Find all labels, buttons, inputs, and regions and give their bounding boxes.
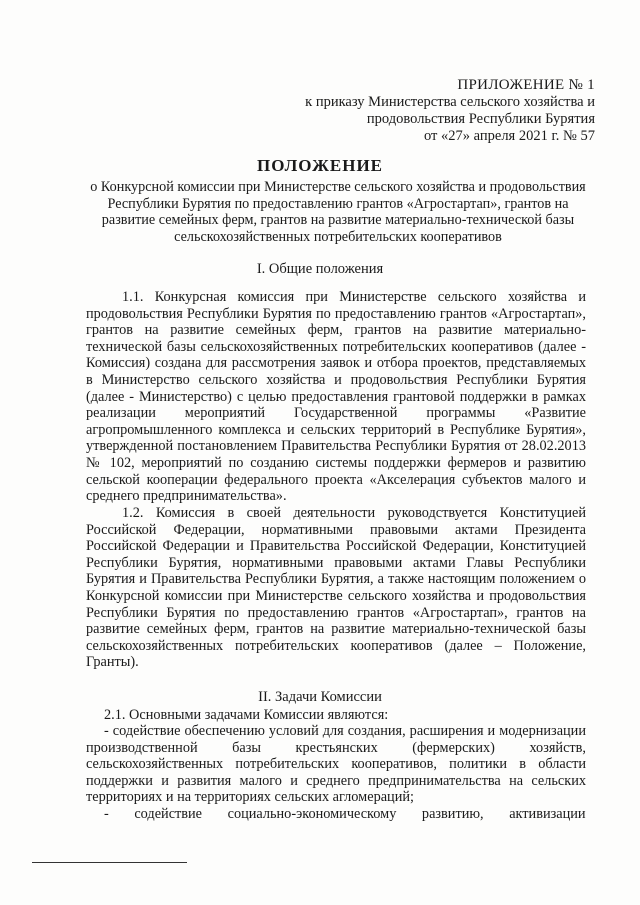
- list-item-socioeconomic: - содействие социально-экономическому развитию, активизации: [104, 806, 586, 822]
- paragraph-1-2: 1.2. Комиссия в своей деятельности руководствуется Конституцией Российской Федерации, нормативными правовыми актами Президента Российской Федерации и Правительства Российской Федерации, Конституцией Республики Бурятия, нормативными правовыми актами Главы Республики Бурятия и Правительства Республики Бурятия, а также настоящим положением о Конкурсной комиссии при Министерстве сельского хозяйства и продовольствия Республики Бурятия по предоставлению грантов «Агростартап», грантов на развитие семейных ферм, грантов на развитие материально-технической базы сельскохозяйственных потребительских кооперативов (далее – Положение, Гранты).: [86, 505, 586, 671]
- document-subtitle: о Конкурсной комиссии при Министерстве сельского хозяйства и продовольствия Республики Бурятия по предоставлению грантов «Агростартап», грантов на развитие семейных ферм, грантов на развитие материально-технической базы сельскохозяйственных потребительских кооперативов: [90, 179, 586, 245]
- paragraph-2-1: 2.1. Основными задачами Комиссии являются:: [104, 707, 389, 723]
- appendix-line-ministry: продовольствия Республики Бурятия: [366, 111, 595, 127]
- appendix-block: [305, 77, 595, 145]
- footnote-divider: [32, 862, 187, 863]
- section-2-heading: II. Задачи Комиссии: [258, 689, 382, 705]
- appendix-title: ПРИЛОЖЕНИЕ № 1: [457, 77, 595, 93]
- document-title: ПОЛОЖЕНИЕ: [257, 156, 383, 175]
- list-item-conditions: - содействие обеспечению условий для создания, расширения и модернизации производственной базы крестьянских (фермерских) хозяйств, сельскохозяйственных потребительских кооперативов, политики в области поддержки и развития малого и среднего предпринимательства на сельских территориях и на территориях сельских агломераций;: [86, 723, 586, 806]
- appendix-line-date: от «27» апреля 2021 г. № 57: [423, 128, 595, 144]
- paragraph-1-1: 1.1. Конкурсная комиссия при Министерстве сельского хозяйства и продовольствия Республики Бурятия по предоставлению грантов «Агростартап», грантов на развитие семейных ферм, грантов на развитие материально-технической базы сельскохозяйственных потребительских кооперативов (далее - Комиссия) создана для рассмотрения заявок и отбора проектов, представляемых в Министерство сельского хозяйства и продовольствия Республики Бурятия (далее - Министерство) с целью предоставления грантовой поддержки в рамках реализации мероприятий Государственной программы «Развитие агропромышленного комплекса и сельских территорий в Республике Бурятия», утвержденной постановлением Правительства Республики Бурятия от 28.02.2013 № 102, мероприятий по созданию системы поддержки фермеров и развитию сельской кооперации федерального проекта «Акселерация субъектов малого и среднего предпринимательства».: [86, 289, 586, 505]
- appendix-line-order: к приказу Министерства сельского хозяйства и: [305, 94, 595, 110]
- section-1-heading: I. Общие положения: [256, 261, 384, 277]
